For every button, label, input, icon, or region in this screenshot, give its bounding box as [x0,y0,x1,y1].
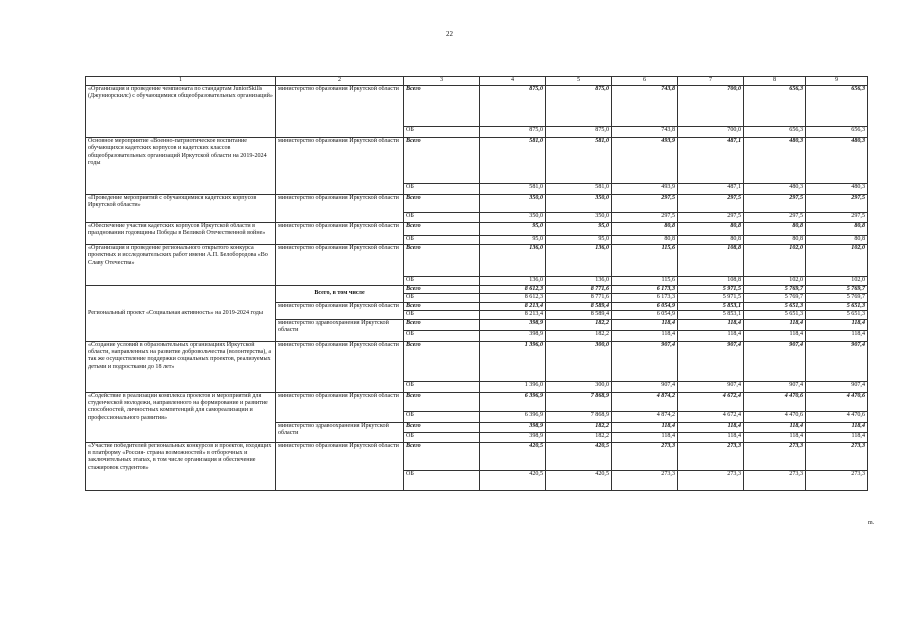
activity-name: «Участие победителей региональных конкурсов и проектов, входящих в платформу «Россия- страна возможностей» в отборочных и заключительных этапах, в том числе организация и обеспечение стажировок студентов» [86,442,276,490]
funding-type: Всего [404,138,480,184]
value-cell: 480,3 [744,138,806,184]
funding-type: Всего [404,442,480,470]
value-cell: 80,8 [612,223,678,236]
value-cell: 8 589,4 [546,311,612,319]
value-cell: 273,3 [612,442,678,470]
value-cell: 118,4 [744,422,806,432]
value-cell: 136,0 [480,277,546,286]
value-cell: 581,0 [480,138,546,184]
value-cell: 102,0 [806,277,868,286]
funding-type: ОБ [404,311,480,319]
corner-mark: m. [868,520,875,526]
value-cell: 182,2 [546,319,612,330]
value-cell: 487,1 [678,138,744,184]
value-cell: 297,5 [806,213,868,223]
value-cell: 8 213,4 [480,311,546,319]
activity-name: «Организация и проведение регионального открытого конкурса проектных и исследовательских работ имени А.П. Белобородова «Во Славу Отечества» [86,245,276,286]
value-cell: 8 612,3 [480,294,546,302]
funding-type: ОБ [404,127,480,138]
value-cell: 420,5 [546,442,612,470]
column-header: 5 [546,77,612,86]
value-cell: 118,4 [612,319,678,330]
value-cell: 8 771,6 [546,294,612,302]
value-cell: 5 651,3 [744,311,806,319]
value-cell: 875,0 [546,86,612,127]
executor: министерство образования Иркутской области [276,442,404,490]
value-cell: 118,4 [678,319,744,330]
funding-type: Всего [404,286,480,294]
value-cell: 700,0 [678,86,744,127]
value-cell: 6 173,3 [612,286,678,294]
funding-type: ОБ [404,330,480,341]
value-cell: 8 589,4 [546,302,612,310]
table-row [86,223,868,236]
value-cell: 398,9 [480,422,546,432]
project-name: Региональный проект «Социальная активность» на 2019-2024 годы [86,286,276,342]
value-cell: 581,0 [546,184,612,195]
funding-type: ОБ [404,236,480,245]
value-cell: 875,0 [480,86,546,127]
value-cell: 80,8 [612,236,678,245]
activity-name: «Организация и проведение чемпионата по стандартам JuniorSkills (Джуниорскилс) с обучающимися общеобразовательных организаций» [86,86,276,138]
funding-type: ОБ [404,213,480,223]
value-cell: 297,5 [612,213,678,223]
value-cell: 5 651,3 [806,311,868,319]
value-cell: 6 054,9 [612,302,678,310]
funding-type: ОБ [404,294,480,302]
table-row [86,392,868,411]
column-header: 1 [86,77,276,86]
value-cell: 398,9 [480,330,546,341]
executor: министерство образования Иркутской области [276,392,404,422]
value-cell: 273,3 [678,442,744,470]
value-cell: 108,8 [678,277,744,286]
value-cell: 700,0 [678,127,744,138]
value-cell: 80,8 [678,236,744,245]
value-cell: 907,4 [612,341,678,381]
value-cell: 743,8 [612,86,678,127]
value-cell: 875,0 [546,127,612,138]
activity-name: «Обеспечение участия кадетских корпусов Иркутской области в праздновании годовщины Победы в Великой Отечественной войне» [86,223,276,245]
funding-type: Всего [404,319,480,330]
value-cell: 656,3 [744,127,806,138]
value-cell: 656,3 [744,86,806,127]
value-cell: 5 769,7 [744,294,806,302]
value-cell: 1 396,0 [480,381,546,392]
value-cell: 5 651,3 [744,302,806,310]
value-cell: 297,5 [678,213,744,223]
value-cell: 480,3 [744,184,806,195]
value-cell: 5 651,3 [806,302,868,310]
value-cell: 6 054,9 [612,311,678,319]
value-cell: 420,5 [480,470,546,490]
value-cell: 487,1 [678,184,744,195]
executor: министерство образования Иркутской области [276,138,404,195]
value-cell: 297,5 [678,195,744,213]
value-cell: 8 771,6 [546,286,612,294]
value-cell: 398,9 [480,432,546,442]
executor: министерство здравоохранения Иркутской области [276,319,404,341]
value-cell: 5 769,7 [806,294,868,302]
value-cell: 4 470,6 [744,411,806,422]
value-cell: 7 868,9 [546,411,612,422]
value-cell: 656,3 [806,86,868,127]
value-cell: 907,4 [744,381,806,392]
value-cell: 102,0 [806,245,868,277]
value-cell: 493,9 [612,138,678,184]
activity-name: «Проведение мероприятий с обучающимися кадетских корпусов Иркутской области» [86,195,276,223]
value-cell: 297,5 [612,195,678,213]
value-cell: 4 874,2 [612,411,678,422]
value-cell: 4 470,6 [744,392,806,411]
value-cell: 4 672,4 [678,392,744,411]
funding-type: ОБ [404,411,480,422]
value-cell: 6 396,9 [480,411,546,422]
funding-type: ОБ [404,470,480,490]
column-header: 4 [480,77,546,86]
funding-type: Всего [404,245,480,277]
value-cell: 5 853,1 [678,311,744,319]
value-cell: 136,0 [546,245,612,277]
executor: министерство образования Иркутской области [276,341,404,392]
value-cell: 118,4 [612,432,678,442]
value-cell: 6 173,3 [612,294,678,302]
value-cell: 1 396,0 [480,341,546,381]
value-cell: 118,4 [744,432,806,442]
value-cell: 350,0 [546,213,612,223]
value-cell: 118,4 [678,432,744,442]
funding-type: ОБ [404,432,480,442]
table-row [86,138,868,184]
column-header: 3 [404,77,480,86]
executor: министерство образования Иркутской области [276,245,404,286]
value-cell: 8 213,4 [480,302,546,310]
value-cell: 907,4 [806,341,868,381]
value-cell: 118,4 [806,422,868,432]
value-cell: 182,2 [546,422,612,432]
activity-name: «Содействие в реализации комплекса проектов и мероприятий для студенческой молодежи, направленного на формирование и развитие способностей, личностных компетенций для самореализации и профессионального развития» [86,392,276,442]
value-cell: 182,2 [546,432,612,442]
funding-type: ОБ [404,381,480,392]
value-cell: 118,4 [806,330,868,341]
value-cell: 350,0 [480,195,546,213]
table-row [86,286,868,294]
executor: министерство образования Иркутской области [276,86,404,138]
value-cell: 118,4 [678,330,744,341]
funding-type: ОБ [404,184,480,195]
value-cell: 4 470,6 [806,392,868,411]
value-cell: 581,0 [480,184,546,195]
header-row [86,77,868,86]
value-cell: 493,9 [612,184,678,195]
executor: министерство образования Иркутской области [276,223,404,245]
value-cell: 118,4 [612,330,678,341]
value-cell: 743,8 [612,127,678,138]
value-cell: 350,0 [546,195,612,213]
value-cell: 118,4 [612,422,678,432]
value-cell: 273,3 [678,470,744,490]
value-cell: 102,0 [744,245,806,277]
value-cell: 8 612,3 [480,286,546,294]
value-cell: 907,4 [678,381,744,392]
value-cell: 95,0 [480,223,546,236]
value-cell: 907,4 [744,341,806,381]
value-cell: 273,3 [612,470,678,490]
value-cell: 480,3 [806,184,868,195]
value-cell: 102,0 [744,277,806,286]
executor: министерство образования Иркутской области [276,195,404,223]
funding-type: Всего [404,86,480,127]
table-row [86,442,868,470]
value-cell: 182,2 [546,330,612,341]
value-cell: 118,4 [806,319,868,330]
table-row [86,341,868,381]
value-cell: 80,8 [678,223,744,236]
value-cell: 420,5 [480,442,546,470]
value-cell: 420,5 [546,470,612,490]
value-cell: 118,4 [744,330,806,341]
value-cell: 297,5 [744,195,806,213]
value-cell: 136,0 [480,245,546,277]
value-cell: 907,4 [806,381,868,392]
value-cell: 80,8 [806,223,868,236]
value-cell: 907,4 [678,341,744,381]
funding-type: Всего [404,223,480,236]
value-cell: 7 868,9 [546,392,612,411]
value-cell: 480,3 [806,138,868,184]
value-cell: 273,3 [744,442,806,470]
value-cell: 5 769,7 [744,286,806,294]
value-cell: 875,0 [480,127,546,138]
value-cell: 5 971,5 [678,294,744,302]
executor: министерство здравоохранения Иркутской области [276,422,404,442]
value-cell: 297,5 [744,213,806,223]
column-header: 6 [612,77,678,86]
column-header: 9 [806,77,868,86]
table-row [86,86,868,127]
value-cell: 5 853,1 [678,302,744,310]
value-cell: 5 769,7 [806,286,868,294]
value-cell: 108,8 [678,245,744,277]
value-cell: 6 396,9 [480,392,546,411]
value-cell: 398,9 [480,319,546,330]
value-cell: 118,4 [806,432,868,442]
funding-type: Всего [404,422,480,432]
value-cell: 118,4 [744,319,806,330]
value-cell: 273,3 [744,470,806,490]
activity-name: «Создание условий в образовательных организациях Иркутской области, направленных на развитие добровольчества (волонтерства), а так же осуществление поддержки социальных проектов, реализуемых детьми и подростками до 18 лет» [86,341,276,392]
value-cell: 80,8 [744,236,806,245]
value-cell: 80,8 [806,236,868,245]
page-number: 22 [446,30,453,38]
funding-type: Всего [404,195,480,213]
funding-type: ОБ [404,277,480,286]
table-row [86,245,868,277]
value-cell: 115,6 [612,245,678,277]
value-cell: 118,4 [678,422,744,432]
column-header: 8 [744,77,806,86]
activity-name: Основное мероприятие «Военно-патриотическое воспитание обучающихся кадетских корпусов и кадетских классов общеобразовательных организаций Иркутской области на 2019-2024 годы [86,138,276,195]
value-cell: 656,3 [806,127,868,138]
column-header: 2 [276,77,404,86]
value-cell: 4 874,2 [612,392,678,411]
value-cell: 5 971,5 [678,286,744,294]
value-cell: 300,0 [546,381,612,392]
value-cell: 4 672,4 [678,411,744,422]
funding-type: Всего [404,302,480,310]
table-row [86,195,868,213]
value-cell: 80,8 [744,223,806,236]
executor: министерство образования Иркутской области [276,302,404,319]
value-cell: 581,0 [546,138,612,184]
value-cell: 136,0 [546,277,612,286]
funding-type: Всего [404,392,480,411]
value-cell: 907,4 [612,381,678,392]
value-cell: 350,0 [480,213,546,223]
value-cell: 95,0 [480,236,546,245]
column-header: 7 [678,77,744,86]
value-cell: 115,6 [612,277,678,286]
value-cell: 273,3 [806,470,868,490]
value-cell: 95,0 [546,223,612,236]
value-cell: 95,0 [546,236,612,245]
value-cell: 297,5 [806,195,868,213]
value-cell: 273,3 [806,442,868,470]
value-cell: 300,0 [546,341,612,381]
budget-table [85,76,868,491]
total-label: Всего, в том числе [276,286,404,303]
funding-type: Всего [404,341,480,381]
value-cell: 4 470,6 [806,411,868,422]
